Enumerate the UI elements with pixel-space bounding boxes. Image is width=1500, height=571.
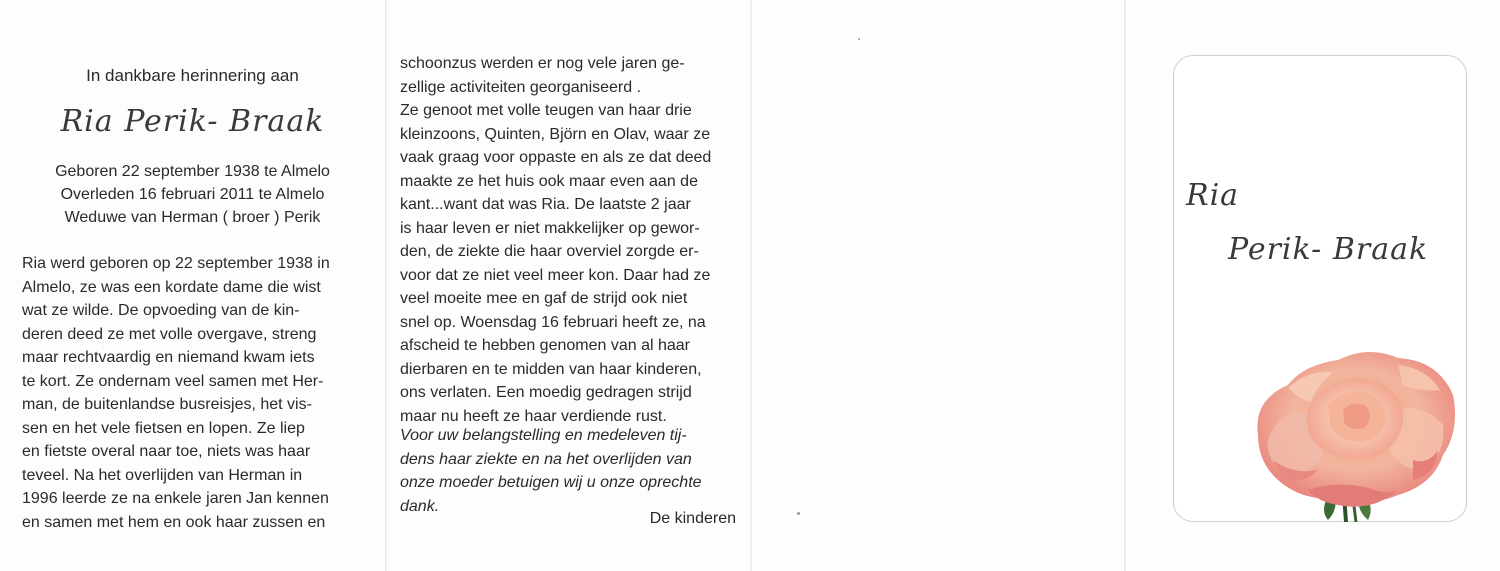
rose-icon [1248,340,1460,522]
widow-line: Weduwe van Herman ( broer ) Perik [64,209,321,226]
text-line: ons verlaten. Een moedig gedragen strijd [400,384,692,401]
cover-last-name: Perik- Braak [1228,232,1429,267]
text-line: en samen met hem en ook haar zussen en [22,513,326,531]
life-dates [0,160,385,229]
fold-line [750,0,752,571]
deceased-name: Ria Perik- Braak [60,104,325,139]
text-line: man, de buitenlandse busreisjes, het vis- [22,396,312,413]
text-line: maar rechtvaardig en niemand kwam iets [22,349,315,366]
text-line: Ria werd geboren op 22 september 1938 in [22,255,330,272]
text-line: Almelo, ze was een kordate dame die wist [22,278,321,296]
text-line: den, de ziekte die haar overviel zorgde er- [400,243,699,260]
text-line: en fietste overal naar toe, niets was haar [22,443,311,460]
thanks-text [400,424,736,518]
fold-line [385,0,387,571]
text-line: vaak graag voor oppaste en als ze dat deed [400,149,712,166]
text-line: veel moeite mee en gaf de strijd ook niet [400,290,688,307]
speck [858,38,860,40]
text-line: te kort. Ze ondernam veel samen met Her- [22,372,324,390]
text-line: sen en het vele fietsen en lopen. Ze liep [22,419,305,437]
text-line: dierbaren en te midden van haar kinderen, [400,360,702,378]
text-line: is haar leven er niet makkelijker op gewor- [400,219,700,237]
back-panel [752,0,1124,571]
signature: De kinderen [649,510,736,527]
text-line: teveel. Na het overlijden van Herman in [22,466,303,484]
text-line: maakte ze het huis ook maar even aan de [400,172,698,190]
text-line: wat ze wilde. De opvoeding van de kin- [22,302,300,319]
text-line: Voor uw belangstelling en medeleven tij- [400,427,687,444]
text-line: deren deed ze met volle overgave, streng [22,325,317,343]
text-line: schoonzus werden er nog vele jaren ge- [400,55,685,72]
text-line: dens haar ziekte en na het overlijden van [400,450,692,468]
text-line: kant...want dat was Ria. De laatste 2 jaar [400,196,691,213]
text-line: onze moeder betuigen wij u onze oprechte [400,474,702,491]
intro-text: In dankbare herinnering aan [86,66,299,85]
death-line: Overleden 16 februari 2011 te Almelo [60,186,325,203]
text-line: maar nu heeft ze haar verdiende rust. [400,407,667,425]
text-line: afscheid te hebben genomen van al haar [400,337,690,354]
text-line: snel op. Woensdag 16 februari heeft ze, na [400,313,706,331]
fold-line [1124,0,1126,571]
text-line: kleinzoons, Quinten, Björn en Olav, waar ze [400,125,711,143]
biography-part-2 [400,52,736,428]
text-line: dank. [400,497,440,515]
cover-first-name: Ria [1186,178,1240,213]
text-line: voor dat ze niet veel meer kon. Daar had ze [400,266,711,284]
speck [797,512,800,515]
text-line: 1996 leerde ze na enkele jaren Jan kennen [22,490,329,507]
text-line: zellige activiteiten georganiseerd . [400,78,642,96]
birth-line: Geboren 22 september 1938 te Almelo [55,163,330,180]
text-line: Ze genoot met volle teugen van haar drie [400,102,692,119]
biography-part-1 [22,252,358,534]
